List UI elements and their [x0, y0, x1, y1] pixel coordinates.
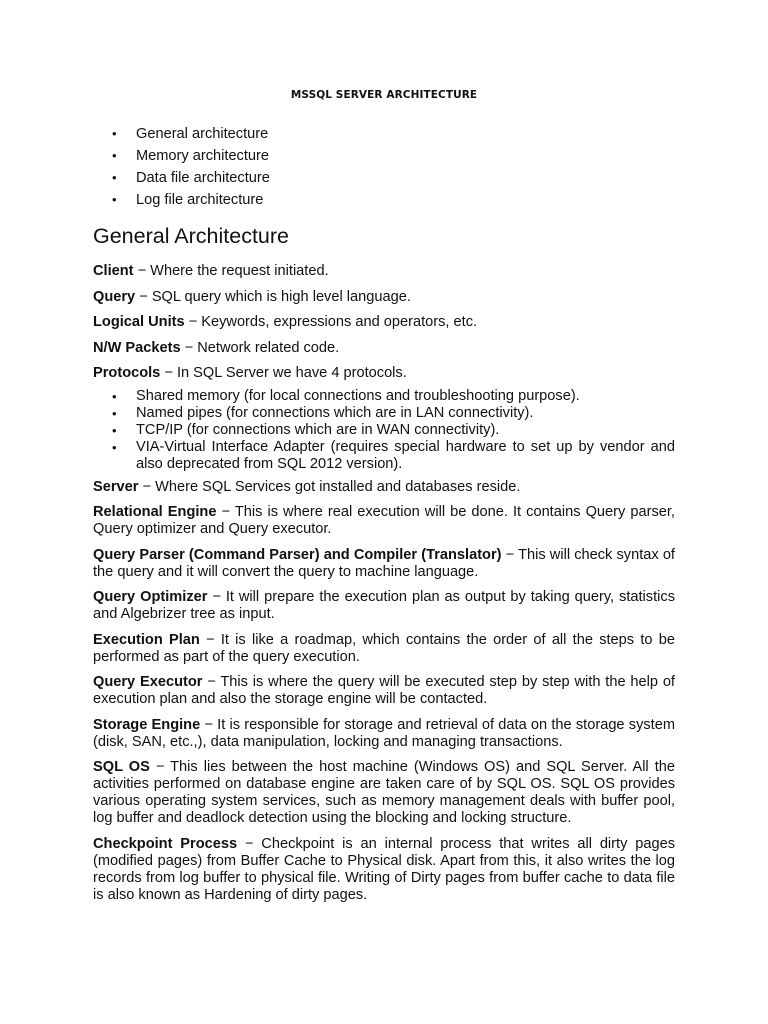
- definition-term: SQL OS: [93, 759, 150, 775]
- definition-term: Query: [93, 288, 136, 305]
- definition-text: − This lies between the host machine (Windows OS) and SQL Server. All the activities performed on database engine are taken care of by SQL OS. SQL OS provides various operating system services, such as memory management deals with buffer pool, log buffer and deadlock detection using the blocking and locking structure.: [93, 759, 675, 826]
- definition-text: − Checkpoint is an internal process that writes all dirty pages (modified pages) from Buffer Cache to Physical disk. Apart from this, it also writes the log records from log buffer to physical file. Writing of Dirty pages from buffer cache to data file is also known as Hardening of dirty pages.: [93, 835, 675, 903]
- definition-text: − In SQL Server we have 4 protocols.: [160, 365, 407, 381]
- definition-term: Checkpoint Process: [93, 835, 238, 852]
- topic-item: • Data file architecture: [93, 167, 675, 189]
- protocol-item: • Named pipes (for connections which are in LAN connectivity).: [93, 405, 675, 422]
- topic-item: • Memory architecture: [93, 145, 675, 167]
- definition-term: Query Optimizer: [93, 589, 208, 605]
- definition-term: Relational Engine: [93, 504, 217, 520]
- definition-text: − This is where the query will be executed step by step with the help of execution plan and also the storage engine will be contacted.: [93, 674, 675, 707]
- definition-paragraph: [93, 263, 675, 280]
- definition-paragraph: [93, 632, 675, 666]
- protocol-item: • TCP/IP (for connections which are in WAN connectivity).: [93, 422, 675, 439]
- document-body: [93, 263, 675, 912]
- definition-text: − This is where real execution will be done. It contains Query parser, Query optimizer and Query executor.: [93, 504, 675, 537]
- definition-paragraph: [93, 547, 675, 581]
- definition-paragraph: [93, 717, 675, 751]
- protocol-item: • Shared memory (for local connections and troubleshooting purpose).: [93, 388, 675, 405]
- definition-paragraph: [93, 836, 675, 904]
- definition-term: Logical Units: [93, 314, 185, 330]
- definition-term: Execution Plan: [93, 631, 200, 648]
- definition-text: − It is like a roadmap, which contains the order of all the steps to be performed as part of the query execution.: [93, 631, 675, 665]
- section-heading: General Architecture: [93, 224, 289, 248]
- definition-term: Client: [93, 263, 134, 279]
- definition-text: − Keywords, expressions and operators, etc.: [184, 314, 478, 330]
- protocol-item: • VIA-Virtual Interface Adapter (requires special hardware to set up by vendor and also deprecated from SQL 2012 version).: [93, 439, 675, 473]
- topic-list: [93, 123, 675, 211]
- definition-paragraph: [93, 589, 675, 623]
- definition-text: − This will check syntax of the query and it will convert the query to machine language.: [93, 546, 675, 580]
- definition-paragraph: [93, 314, 675, 331]
- definition-paragraph: [93, 479, 675, 496]
- definition-term: Query Executor: [93, 674, 203, 690]
- definition-term: Server: [93, 478, 139, 495]
- definition-term: Protocols: [93, 365, 161, 381]
- definition-term: Query Parser (Command Parser) and Compiler (Translator): [93, 546, 502, 563]
- definition-paragraph: [93, 289, 675, 306]
- definition-text: − It will prepare the execution plan as output by taking query, statistics and Algebrizer tree as input.: [93, 589, 675, 622]
- definition-paragraph: [93, 504, 675, 538]
- definition-text: − SQL query which is high level language.: [135, 288, 411, 305]
- definition-paragraph: [93, 365, 675, 382]
- protocol-list: [93, 388, 675, 473]
- definition-text: − Where SQL Services got installed and databases reside.: [138, 478, 521, 495]
- definition-term: N/W Packets: [93, 339, 181, 356]
- definition-paragraph: [93, 674, 675, 708]
- definition-paragraph: [93, 340, 675, 357]
- topic-item: • General architecture: [93, 123, 675, 145]
- definition-term: Storage Engine: [93, 716, 201, 733]
- definition-text: − It is responsible for storage and retrieval of data on the storage system (disk, SAN, etc.,), data manipulation, locking and managing transactions.: [93, 716, 675, 750]
- definition-text: − Network related code.: [180, 339, 340, 356]
- document-title: MSSQL SERVER ARCHITECTURE: [290, 89, 478, 101]
- definition-text: − Where the request initiated.: [133, 263, 329, 279]
- topic-item: • Log file architecture: [93, 189, 675, 211]
- definition-paragraph: [93, 759, 675, 827]
